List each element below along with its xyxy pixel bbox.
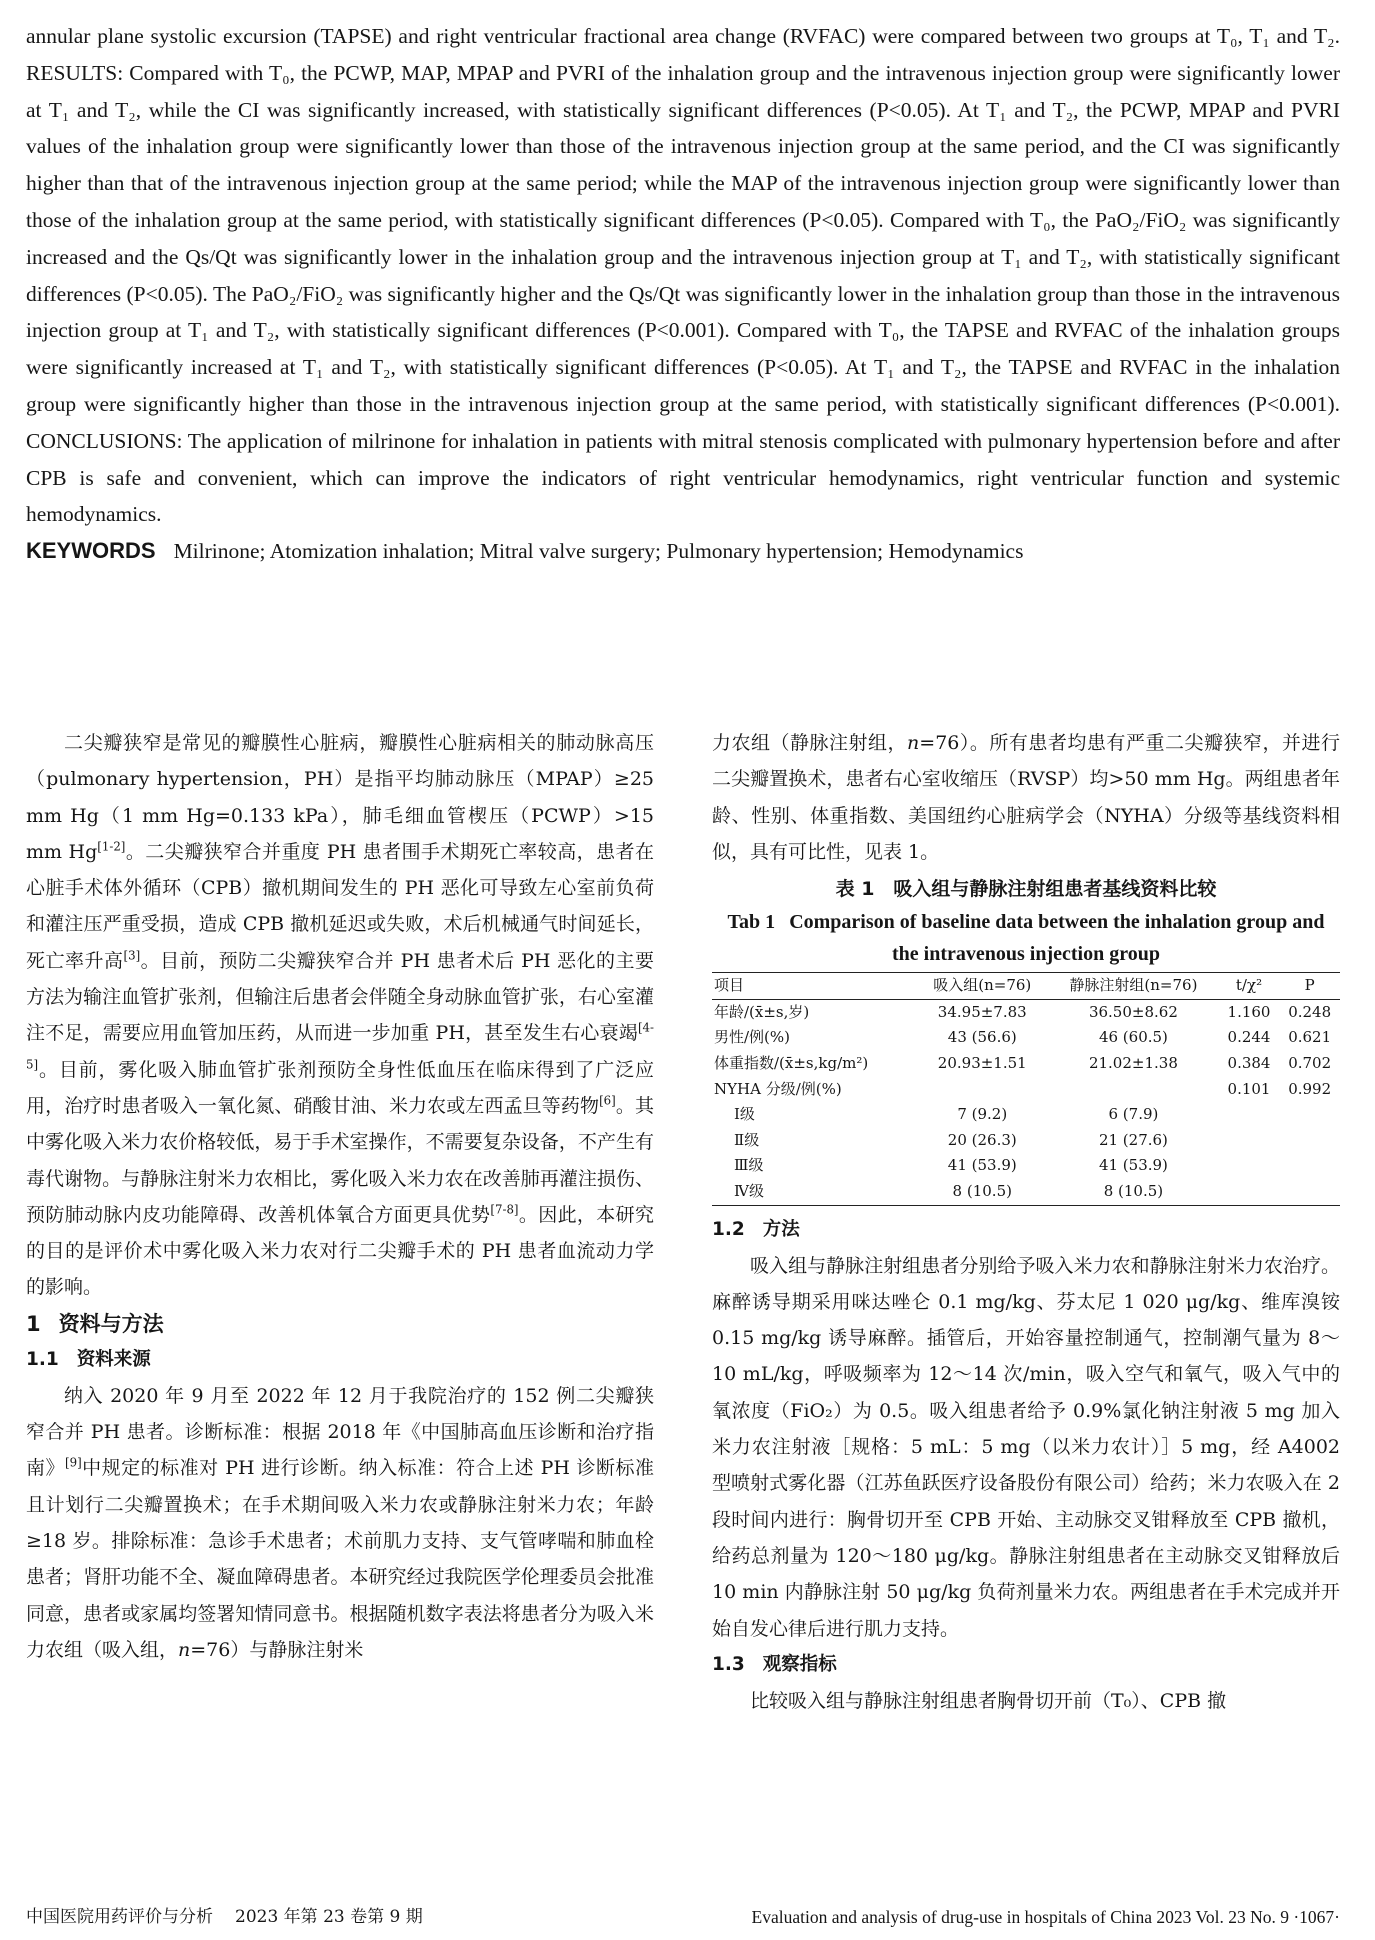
table-header-row [712,973,1340,1000]
keywords-line [26,533,1340,570]
footer-journal-en: Evaluation and analysis of drug-use in hospitals of China 2023 Vol. 23 No. 9 ·1067· [751,1907,1340,1927]
baseline-table [712,972,1340,1205]
table-header-cell: 吸入组(n=76) [933,976,1032,995]
right-column [712,725,1340,1719]
body-paragraph: 力农组（静脉注射组，n=76）。所有患者均患有严重二尖瓣狭窄，并进行二尖瓣置换术，患者右心室收缩压（RVSP）均>50 mm Hg。两组患者年龄、性别、体重指数、美国纽约心脏病学会（NYHA）分级等基线资料相似，具有可比性，见表 1。 [712,732,1340,863]
keywords-text: Milrinone; Atomization inhalation; Mitral valve surgery; Pulmonary hypertension; Hemodynamics [173,539,1024,564]
table-title-cn: 表 1 吸入组与静脉注射组患者基线资料比较 [835,878,1217,901]
subsection-heading: 1.2 方法 [712,1218,800,1240]
left-column [26,725,654,1668]
citation: [6] [599,1093,616,1108]
table-header-cell: 静脉注射组(n=76) [1069,976,1198,995]
keywords-label: KEYWORDS [26,538,156,564]
citation: [3] [123,948,141,963]
table-header-cell: t/χ² [1235,976,1263,995]
table-header-cell: P [1304,976,1315,995]
table-row: 年龄/(x̄±s,岁) 34.95±7.83 36.50±8.62 1.160 0.248 [714,1002,1332,1021]
intro-paragraph: 二尖瓣狭窄是常见的瓣膜性心脏病，瓣膜性心脏病相关的肺动脉高压（pulmonary hypertension，PH）是指平均肺动脉压（MPAP）≥25 mm Hg（1 mm Hg=0.133 kPa），肺毛细血管楔压（PCWP）>15 mm Hg[1-2]。二尖瓣狭窄合并重度 PH 患者围手术期死亡率较高，患者在心脏手术体外循环（CPB）撤机期间发生的 PH 恶化可导致左心室前负荷和灌注压严重受损，造成 CPB 撤机延迟或失败，术后机械通气时间延长，死亡率升高[3]。目前，预防二尖瓣狭窄合并 PH 患者术后 PH 恶化的主要方法为输注血管扩张剂，但输注后患者会伴随全身动脉血管扩张，右心室灌注不足，需要应用血管加压药，从而进一步加重 PH，甚至发生右心衰竭[4-5]。目前，雾化吸入肺血管扩张剂预防全身性低血压在临床得到了广泛应用，治疗时患者吸入一氧化氮、硝酸甘油、米力农或左西孟旦等药物[6]。其中雾化吸入米力农价格较低，易于手术室操作，不需要复杂设备，不产生有毒代谢物。与静脉注射米力农相比，雾化吸入米力农在改善肺再灌注损伤、预防肺动脉内皮功能障碍、改善机体氧合方面更具优势[7-8]。因此，本研究的目的是评价术中雾化吸入米力农对行二尖瓣手术的 PH 患者血流动力学的影响。 [26,732,654,1299]
page-number: ·1067· [1293,1907,1340,1927]
table-row: Ⅲ级 41 (53.9) 41 (53.9) [734,1156,1168,1175]
table-row: Ⅳ级 8 (10.5) 8 (10.5) [712,1179,1340,1205]
citation: [4-5] [26,1021,654,1072]
table-row: 男性/例(%) 43 (56.6) 46 (60.5) 0.244 0.621 [714,1028,1332,1047]
table-row: Ⅱ级 20 (26.3) 21 (27.6) [734,1130,1168,1149]
subsection-heading: 1.3 观察指标 [712,1653,837,1675]
section-heading: 1 资料与方法 [26,1311,164,1336]
table-1 [712,872,1340,1205]
table-row: Ⅰ级 7 (9.2) 6 (7.9) [734,1105,1159,1124]
body-paragraph: 吸入组与静脉注射组患者分别给予吸入米力农和静脉注射米力农治疗。麻醉诱导期采用咪达唑仑 0.1 mg/kg、芬太尼 1 020 μg/kg、维库溴铵 0.15 mg/kg 诱导麻醉。插管后，开始容量控制通气，控制潮气量为 8～10 mL/kg，呼吸频率为 12～14 次/min，吸入空气和氧气，吸入气中的氧浓度（FiO₂）为 0.5。吸入组患者给予 0.9%氯化钠注射液 5 mg 加入米力农注射液［规格：5 mL：5 mg（以米力农计）］5 mg，经 A4002 型喷射式雾化器（江苏鱼跃医疗设备股份有限公司）给药；米力农吸入在 2 段时间内进行：胸骨切开至 CPB 开始、主动脉交叉钳释放至 CPB 撤机，给药总剂量为 120～180 μg/kg。静脉注射组患者在主动脉交叉钳释放后 10 min 内静脉注射 50 μg/kg 负荷剂量米力农。两组患者在手术完成并开始自发心律后进行肌力支持。 [712,1254,1340,1640]
abstract [26,18,1340,570]
table-header-cell: 项目 [714,976,745,995]
abstract-text: annular plane systolic excursion (TAPSE) and right ventricular fractional area change (RVFAC) were compared between two groups at T₀, T₁ and T₂. RESULTS: Compared with T₀, the PCWP, MAP, MPAP and PVRI of the inhalation group and the intravenous injection group were significantly lower at T₁ and T₂, while the CI was significantly increased, with statistically significant differences (P<0.05). At T₁ and T₂, the PCWP, MPAP and PVRI values of the inhalation group were significantly lower than those of the intravenous injection group at the same period, and the CI was significantly higher than that of the intravenous injection group at the same period; while the MAP of the intravenous injection group were significantly lower than those of the inhalation group at the same period, with statistically significant differences (P<0.05). Compared with T₀, the PaO₂/FiO₂ was significantly increased and the Qs/Qt was significantly lower in the inhalation group and the intravenous injection group at T₁ and T₂, with statistically significant differences (P<0.05). The PaO₂/FiO₂ was significantly higher and the Qs/Qt was significantly lower in the inhalation group than those in the intravenous injection group at T₁ and T₂, with statistically significant differences (P<0.001). Compared with T₀, the TAPSE and RVFAC of the inhalation groups were significantly increased at T₁ and T₂, with statistically significant differences (P<0.05). At T₁ and T₂, the TAPSE and RVFAC in the inhalation group were significantly higher than those in the intravenous injection group at the same period, with statistically significant differences (P<0.001). CONCLUSIONS: The application of milrinone for inhalation in patients with mitral stenosis complicated with pulmonary hypertension before and after CPB is safe and convenient, which can improve the indicators of right ventricular hemodynamics, right ventricular function and systemic hemodynamics. [26,24,1340,527]
page-footer [26,1902,1340,1932]
footer-journal-cn: 中国医院用药评价与分析 2023 年第 23 卷第 9 期 [26,1907,423,1927]
citation: [9] [65,1456,82,1471]
table-title-en: Tab 1 Comparison of baseline data between the inhalation group and the intravenous injection group [727,911,1325,966]
table-row: NYHA 分级/例(%) 0.101 0.992 [714,1079,1332,1098]
citation: [7-8] [490,1202,519,1217]
subsection-heading: 1.1 资料来源 [26,1348,151,1370]
table-row: 体重指数/(x̄±s,kg/m²) 20.93±1.51 21.02±1.38 0.384 0.702 [714,1053,1332,1072]
citation: [1-2] [97,839,126,854]
body-paragraph: 比较吸入组与静脉注射组患者胸骨切开前（T₀）、CPB 撤 [750,1689,1227,1712]
body-paragraph: 纳入 2020 年 9 月至 2022 年 12 月于我院治疗的 152 例二尖瓣狭窄合并 PH 患者。诊断标准：根据 2018 年《中国肺高血压诊断和治疗指南》[9]中规定的标准对 PH 进行诊断。纳入标准：符合上述 PH 诊断标准且计划行二尖瓣置换术；在手术期间吸入米力农或静脉注射米力农；年龄≥18 岁。排除标准：急诊手术患者；术前肌力支持、支气管哮喘和肺血栓患者；肾肝功能不全、凝血障碍患者。本研究经过我院医学伦理委员会批准同意，患者或家属均签署知情同意书。根据随机数字表法将患者分为吸入米力农组（吸入组，n=76）与静脉注射米 [26,1384,654,1661]
